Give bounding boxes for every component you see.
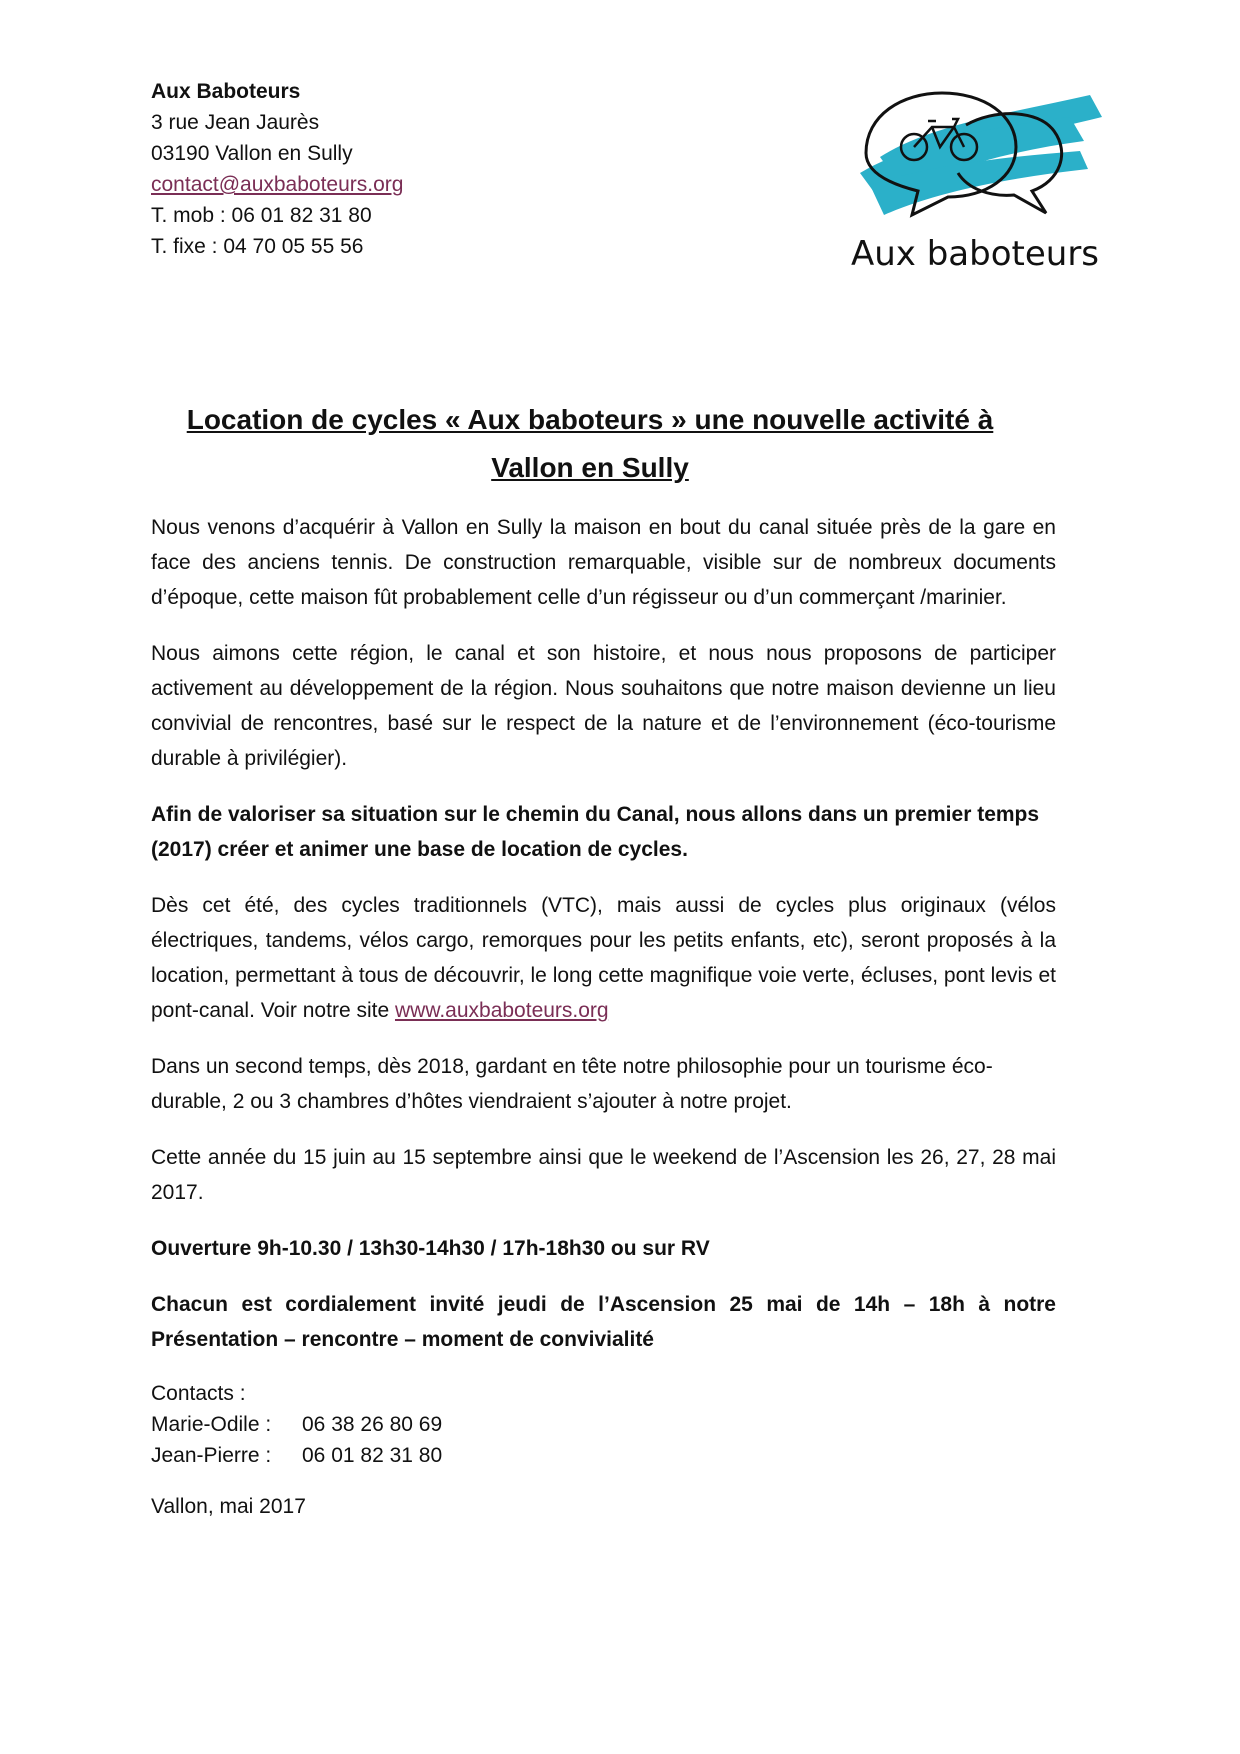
contact-phone: 06 01 82 31 80 <box>302 1444 443 1467</box>
contact-phone: 06 38 26 80 69 <box>302 1413 443 1436</box>
sender-mobile: T. mob : 06 01 82 31 80 <box>151 204 372 227</box>
paragraph-region: Nous aimons cette région, le canal et son histoire, et nous nous proposons de participer activement au développement de la région. Nous souhaitons que notre maison devienne un lieu convivial de rencontres, basé sur le respect de la nature et de l’environnement (éco-tourisme durable à privilégier). <box>151 642 1056 770</box>
paragraph-cycle-base: Afin de valoriser sa situation sur le chemin du Canal, nous allons dans un premier temps (2017) créer et animer une base de location de cycles. <box>151 803 1040 861</box>
sender-email-link[interactable]: contact@auxbaboteurs.org <box>151 173 404 196</box>
title-line-2: Vallon en Sully <box>491 452 689 483</box>
document-body <box>151 510 1056 1524</box>
aux-baboteurs-logo <box>840 65 1110 285</box>
paragraph-dates: Cette année du 15 juin au 15 septembre ainsi que le weekend de l’Ascension les 26, 27, 28 mai 2017. <box>151 1146 1056 1204</box>
summer-offer-text: Dès cet été, des cycles traditionnels (VTC), mais aussi de cycles plus originaux (vélos électriques, tandems, vélos cargo, remorques pour les petits enfants, etc), seront proposés à la location, permettant à tous de découvrir, le long cette magnifique voie verte, écluses, pont levis et pont-canal. Voir notre site <box>151 894 1056 1022</box>
opening-hours: Ouverture 9h-10.30 / 13h30-14h30 / 17h-18h30 ou sur RV <box>151 1237 710 1260</box>
contacts-block <box>151 1378 1056 1471</box>
sender-landline: T. fixe : 04 70 05 55 56 <box>151 235 364 258</box>
contact-row <box>151 1440 1056 1471</box>
paragraph-guest-rooms: Dans un second temps, dès 2018, gardant en tête notre philosophie pour un tourisme éco-durable, 2 ou 3 chambres d’hôtes viendraient s’ajouter à notre projet. <box>151 1055 993 1113</box>
contact-name: Jean-Pierre : <box>151 1444 272 1467</box>
sender-street: 3 rue Jean Jaurès <box>151 111 320 134</box>
signoff: Vallon, mai 2017 <box>151 1495 306 1518</box>
contact-name: Marie-Odile : <box>151 1413 272 1436</box>
paragraph-summer-offer <box>151 888 1056 1028</box>
invitation: Chacun est cordialement invité jeudi de l’Ascension 25 mai de 14h – 18h à notre Présentation – rencontre – moment de convivialité <box>151 1293 1056 1351</box>
contacts-heading: Contacts : <box>151 1382 246 1405</box>
logo-wordmark: Aux baboteurs <box>850 234 1100 274</box>
document-title <box>140 396 1040 492</box>
sender-city: 03190 Vallon en Sully <box>151 142 353 165</box>
paragraph-house: Nous venons d’acquérir à Vallon en Sully la maison en bout du canal située près de la gare en face des anciens tennis. De construction remarquable, visible sur de nombreux documents d’époque, cette maison fût probablement celle d’un régisseur ou d’un commerçant /marinier. <box>151 516 1056 609</box>
website-link[interactable]: www.auxbaboteurs.org <box>394 999 609 1022</box>
sender-address-block <box>151 76 403 262</box>
title-line-1: Location de cycles « Aux baboteurs » une nouvelle activité à <box>186 404 994 435</box>
contact-row <box>151 1409 1056 1440</box>
sender-name: Aux Baboteurs <box>151 80 301 103</box>
